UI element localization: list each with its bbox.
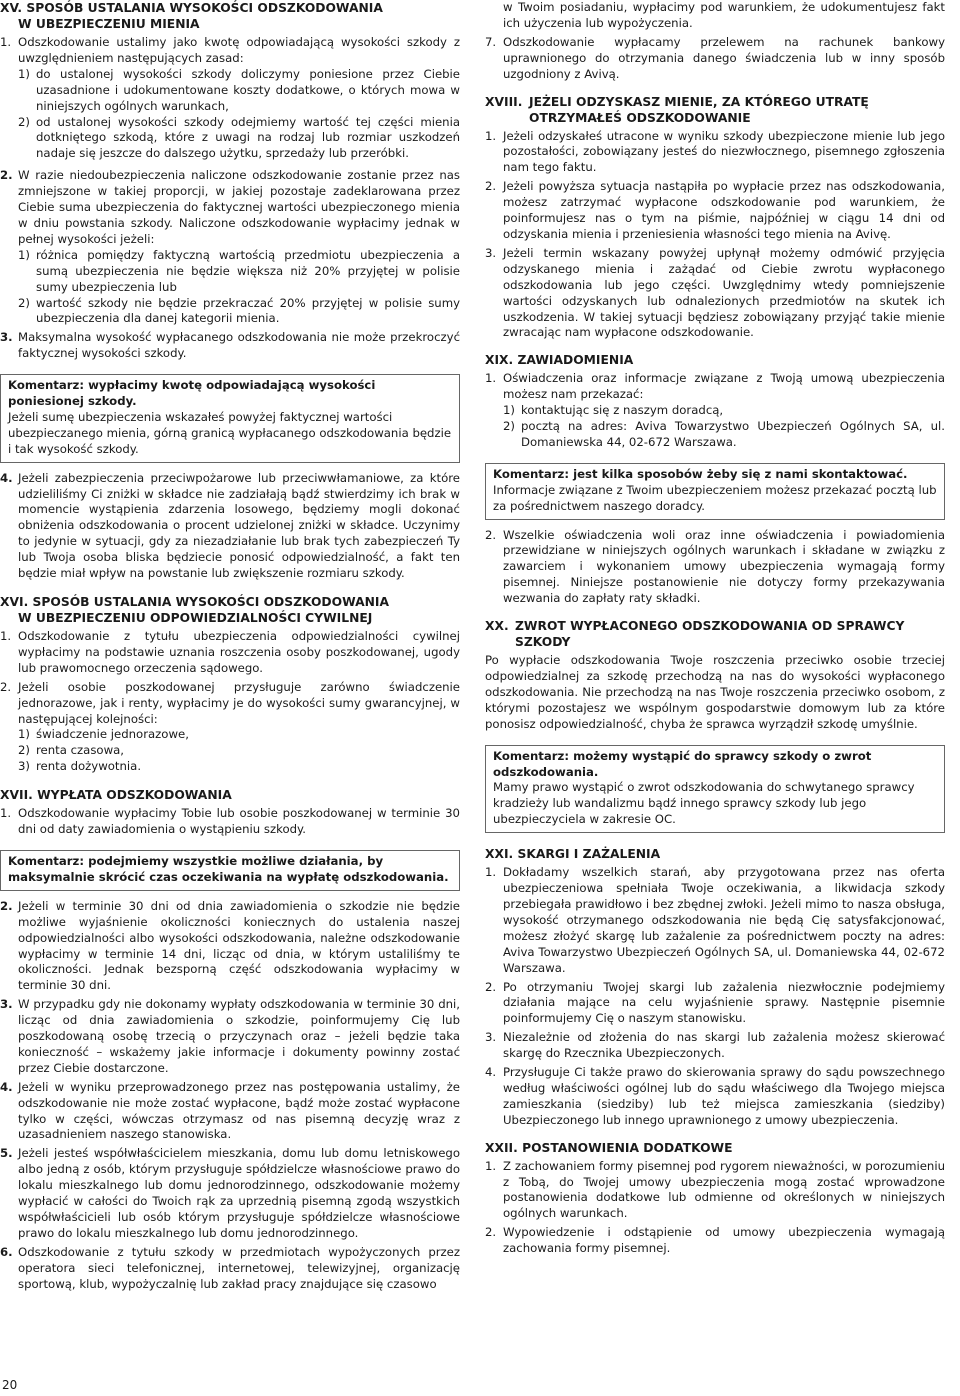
- comment-text: Jeżeli sumę ubezpieczenia wskazałeś powyżej faktycznej wartości ubezpieczanego mienia, górną granicą wypłacanego odszkodowania będzie i tak wysokość szkody.: [8, 409, 452, 456]
- paragraph-text: Odszkodowanie z tytułu szkody w przedmiotach wypożyczonych przez operatora sieci telefonicznej, internetowej, telewizyjnej, organizację sportową, klub, wypożyczalnię lub zakład pracy znajdujące się czasowo: [18, 1244, 460, 1291]
- paragraph: [485, 129, 945, 177]
- section-xix-title: [485, 352, 945, 368]
- paragraph-text: w Twoim posiadaniu, wypłacimy pod warunkiem, że udokumentujesz fakt ich użyczenia lub wypożyczenia.: [503, 0, 945, 30]
- list-number: 3): [18, 759, 30, 774]
- paragraph: [485, 1030, 945, 1062]
- paragraph: [485, 653, 945, 733]
- section-xx-title: [485, 618, 945, 650]
- paragraph: [485, 371, 945, 403]
- paragraph-number: 4.: [0, 1079, 13, 1094]
- comment-box: [485, 745, 945, 834]
- list-text: pocztą na adres: Aviva Towarzystwo Ubezpieczeń Ogólnych SA, ul. Domaniewska 44, 02-672 Warszawa.: [521, 419, 945, 449]
- paragraph-text: Przysługuje Ci także prawo do skierowania sprawy do sądu powszechnego według właściwości ogólnej lub do sądu właściwego dla Twojego miejsca zamieszkania (siedziby) lub też miejsca zamieszkania (siedziby) Ubezpieczonego lub innego uprawnionego z umowy ubezpieczenia.: [503, 1065, 945, 1127]
- left-column: [0, 0, 460, 1293]
- comment-box: [0, 850, 460, 891]
- list-text: różnica pomiędzy faktyczną wartością przedmiotu ubezpieczenia a sumą ubezpieczenia nie będzie większa niż 20% przyjętej w polisie sumy ubezpieczenia lub: [36, 247, 460, 294]
- comment-box: [0, 374, 460, 463]
- list-text: renta dożywotnia.: [36, 759, 142, 774]
- list-text: wartość szkody nie będzie przekraczać 20% przyjętej w polisie sumy ubezpieczenia dla danej kategorii mienia.: [36, 295, 460, 326]
- list-text: renta czasowa,: [36, 743, 125, 758]
- paragraph-text: Jeżeli w terminie 30 dni od dnia zawiadomienia o szkodzie nie będzie możliwe wyjaśnienie okoliczności koniecznych do ustalenia naszej odpowiedzialności albo wysokości odszkodowania, należne odszkodowanie wypłacimy w terminie 14 dni, licząc od dnia, w którym ustaliliśmy te okoliczności. Jednak bezsporną część odszkodowania wypłacimy w terminie 30 dni.: [18, 898, 460, 993]
- list-number: 1): [18, 66, 30, 81]
- list-item: [0, 727, 460, 743]
- paragraph-text: Jeżeli w wyniku przeprowadzonego przez nas postępowania ustalimy, że odszkodowanie nie może zostać wypłacone, bądź może zostać wypłacone tylko w części, wówczas otrzymasz od nas pisemną decyzję wraz z uzasadnieniem naszego stanowiska.: [18, 1079, 460, 1142]
- paragraph: [0, 330, 460, 362]
- comment-text: Informacje związane z Twoim ubezpieczeniem możesz przekazać pocztą lub za pośrednictwem naszego doradcy.: [493, 482, 937, 513]
- comment-box: [485, 463, 945, 520]
- section-title-line: W UBEZPIECZENIU ODPOWIEDZIALNOŚCI CYWILNEJ: [18, 611, 373, 625]
- section-title-line: XIX. ZAWIADOMIENIA: [485, 353, 634, 368]
- paragraph-text: Dokładamy wszelkich starań, aby przygotowana przez nas oferta ubezpieczeniowa spełniała Twoje oczekiwania, a likwidacja szkody przebiegała prawidłowo i bez zbędnej zwłoki. Jeżeli mimo to nasza obsługa, wysokość otrzymanego odszkodowania nie będą Cię satysfakcjonować, możesz złożyć skargę lub zażalenie za pośrednictwem poczty na adres: Aviva Towarzystwo Ubezpieczeń Ogólnych SA, ul. Domaniewska 44, 02-672 Warszawa.: [503, 865, 945, 975]
- paragraph-text: Jeżeli odzyskałeś utracone w wyniku szkody ubezpieczone mienie lub jego pozostałości, zobowiązany jesteś do niezwłocznego, pisemnego zgłoszenia nam tego faktu.: [503, 128, 945, 175]
- paragraph: [485, 246, 945, 341]
- right-column: [485, 0, 945, 1257]
- paragraph: [0, 899, 460, 994]
- section-title-line: XXII. POSTANOWIENIA DODATKOWE: [485, 1140, 733, 1155]
- paragraph-number: 1.: [485, 1158, 497, 1173]
- paragraph-number: 2.: [485, 1225, 497, 1240]
- paragraph-number: 2.: [0, 898, 13, 913]
- paragraph: [485, 179, 945, 243]
- paragraph-number: 2.: [0, 168, 13, 183]
- paragraph: [0, 1080, 460, 1144]
- paragraph-number: 2.: [485, 179, 497, 194]
- list-text: od ustalonej wysokości szkody odejmiemy wartość tej części mienia dotkniętego szkodą, które z uwagi na rodzaj lub rozmiar uszkodzeń nadaje się jeszcze do dalszego użytku, sprzedaży lub przeróbki.: [36, 114, 460, 161]
- paragraph-text: Odszkodowanie ustalimy jako kwotę odpowiadającą wysokości szkody z uwzględnieniem następujących zasad:: [18, 35, 460, 65]
- paragraph-continuation: [485, 0, 945, 32]
- section-title-line: XV. SPOSÓB USTALANIA WYSOKOŚCI ODSZKODOWANIA: [0, 1, 383, 15]
- list-number: 2): [18, 295, 30, 310]
- paragraph: [485, 528, 945, 608]
- paragraph-number: 3.: [0, 997, 13, 1012]
- paragraph-number: 3.: [485, 245, 497, 260]
- paragraph: [0, 806, 460, 838]
- list-item: [0, 67, 460, 115]
- paragraph-text: Jeżeli powyższa sytuacja nastąpiła po wypłacie przez nas odszkodowania, możesz zatrzymać wypłacone odszkodowanie pod warunkiem, że poinformujesz nas o tym na piśmie, najpóźniej w ciągu 14 dni od odzyskania mienia i przeniesienia własności tego mienia na Avivę.: [503, 179, 945, 241]
- paragraph-text: Jeżeli osobie poszkodowanej przysługuje zarówno świadczenie jednorazowe, jak i renty, wypłacimy je do wysokości sumy gwarancyjnej, w następującej kolejności:: [18, 679, 460, 726]
- list-number: 1): [18, 247, 30, 262]
- paragraph: [485, 35, 945, 83]
- paragraph-number: 6.: [0, 1244, 13, 1259]
- list-number: 2): [18, 743, 30, 758]
- section-xxi-title: [485, 846, 945, 862]
- paragraph: [0, 629, 460, 677]
- paragraph-number: 4.: [0, 470, 13, 485]
- paragraph-text: Maksymalna wysokość wypłacanego odszkodowania nie może przekroczyć faktycznej wysokości szkody.: [18, 330, 460, 361]
- comment-heading: Komentarz: możemy wystąpić do sprawcy szkody o zwrot odszkodowania.: [493, 748, 872, 779]
- comment-heading: Komentarz: jest kilka sposobów żeby się z nami skontaktować.: [493, 466, 908, 481]
- paragraph-number: 3.: [0, 330, 13, 345]
- paragraph-number: 4.: [485, 1065, 497, 1080]
- list-text: świadczenie jednorazowe,: [36, 727, 189, 742]
- section-xvi-title: [0, 594, 460, 626]
- section-xxii-title: [485, 1140, 945, 1156]
- section-title-line: XVII. WYPŁATA ODSZKODOWANIA: [0, 788, 232, 803]
- paragraph-text: Wypowiedzenie i odstąpienie od umowy ubezpieczenia wymagają zachowania formy pisemnej.: [503, 1225, 945, 1256]
- paragraph: [0, 680, 460, 728]
- paragraph: [0, 35, 460, 67]
- paragraph-text: Oświadczenia oraz informacje związane z Twoją umową ubezpieczenia możesz nam przekazać:: [503, 371, 945, 402]
- paragraph-number: 1.: [0, 35, 12, 49]
- list-item: [0, 759, 460, 775]
- list-item: [0, 743, 460, 759]
- paragraph-number: 2.: [0, 679, 12, 694]
- section-title-line: W UBEZPIECZENIU MIENIA: [18, 17, 200, 31]
- paragraph: [485, 1065, 945, 1129]
- paragraph: [485, 1225, 945, 1257]
- list-item: [0, 248, 460, 296]
- paragraph-number: 2.: [485, 527, 497, 542]
- paragraph: [0, 1245, 460, 1293]
- paragraph-text: Jeżeli zabezpieczenia przeciwpożarowe lub przeciwwłamaniowe, za które udzieliliśmy Ci zniżki w składce nie zadziałają bądź stwierdzimy ich brak w momencie wystąpienia zdarzenia losowego, będziemy mogli dokonać obniżenia odszkodowania o procent udzielonej zniżki w składce. Uczynimy to jedynie w sytuacji, gdy za niezadziałanie lub brak tych zabezpieczeń Ty lub Twoja osoba bliska będziecie ponosić odpowiedzialność, a fakt ten będzie miał wpływ na powstanie lub zwiększenie rozmiaru szkody.: [18, 470, 460, 581]
- list-item: [485, 403, 945, 419]
- section-title-line: JEŻELI ODZYSKASZ MIENIE, ZA KTÓREGO UTRATĘ OTRZYMAŁEŚ ODSZKODOWANIE: [529, 94, 869, 125]
- list-item: [485, 419, 945, 451]
- list-number: 2): [18, 114, 30, 129]
- paragraph-text: Z zachowaniem formy pisemnej pod rygorem nieważności, w porozumieniu z Tobą, do Twojej umowy ubezpieczenia mogą zostać wprowadzone postanowienia dodatkowe lub odmienne od określonych w niniejszych ogólnych warunkach.: [503, 1158, 945, 1221]
- paragraph-number: 2.: [485, 979, 497, 994]
- paragraph-number: 1.: [485, 128, 497, 143]
- paragraph: [0, 168, 460, 248]
- paragraph-text: Po otrzymaniu Twojej skargi lub zażalenia niezwłocznie podejmiemy działania mające na celu wyjaśnienie sprawy. Następnie pisemnie poinformujemy Cię o naszym stanowisku.: [503, 979, 945, 1026]
- paragraph-number: 1.: [0, 806, 12, 821]
- list-text: kontaktując się z naszym doradcą,: [521, 403, 724, 418]
- section-title-line: ZWROT WYPŁACONEGO ODSZKODOWANIA OD SPRAWCY SZKODY: [515, 619, 905, 650]
- comment-heading: Komentarz: wypłacimy kwotę odpowiadającą wysokości poniesionej szkody.: [8, 378, 376, 409]
- list-item: [0, 115, 460, 163]
- list-text: do ustalonej wysokości szkody doliczymy poniesione przez Ciebie uzasadnione i udokumentowane koszty dodatkowe, o których mowa w niniejszych ogólnych warunkach,: [36, 66, 460, 113]
- list-item: [0, 296, 460, 328]
- list-number: 1): [503, 403, 515, 418]
- comment-text: Mamy prawo wystąpić o zwrot odszkodowania do schwytanego sprawcy kradzieży lub wandalizmu bądź innego sprawcy szkody lub jego ubezpieczyciela w zakresie OC.: [493, 780, 915, 827]
- comment-heading: Komentarz: podejmiemy wszystkie możliwe działania, by maksymalnie skrócić czas oczekiwania na wypłatę odszkodowania.: [8, 853, 449, 884]
- paragraph-text: Wszelkie oświadczenia woli oraz inne oświadczenia i powiadomienia przewidziane w niniejszych ogólnych warunkach i składane w związku z zawarciem i wykonaniem umowy ubezpieczenia wymagają formy pisemnej. Niniejsze postanowienie nie dotyczy formy przekazywania wezwania do zapłaty raty składki.: [503, 527, 945, 606]
- list-number: 2): [503, 419, 515, 434]
- paragraph-number: 1.: [0, 629, 12, 643]
- paragraph-text: Niezależnie od złożenia do nas skargi lub zażalenia możesz skierować skargę do Rzecznika Ubezpieczonych.: [503, 1030, 945, 1061]
- paragraph-text: Jeżeli termin wskazany powyżej upłynął możemy odmówić przyjęcia odzyskanego mienia i zażądać od Ciebie zwrotu wypłaconego odszkodowania lub jego części. Uwzględnimy wtedy pomniejszenie wartości odzyskanych lub odnalezionych przedmiotów na skutek ich uszkodzenia. W takiej sytuacji będziesz zobowiązany przyjąć takie mienie zwracając nam wypłacone odszkodowanie.: [503, 245, 945, 340]
- paragraph: [485, 980, 945, 1028]
- section-title-line: XVI. SPOSÓB USTALANIA WYSOKOŚCI ODSZKODOWANIA: [0, 595, 390, 609]
- paragraph-number: 3.: [485, 1030, 497, 1045]
- paragraph-number: 5.: [0, 1146, 13, 1161]
- paragraph-text: Odszkodowanie z tytułu ubezpieczenia odpowiedzialności cywilnej wypłacimy na podstawie uznania roszczenia osoby poszkodowanej, ugody lub prawomocnego orzeczenia sądowego.: [18, 629, 460, 675]
- paragraph-number: 1.: [485, 371, 497, 386]
- paragraph-text: Odszkodowanie wypłacimy Tobie lub osobie poszkodowanej w terminie 30 dni od daty zawiadomienia o wystąpieniu szkody.: [18, 806, 460, 837]
- paragraph-text: Odszkodowanie wypłacamy przelewem na rachunek bankowy uprawnionego do otrzymania danego świadczenia lub w inny sposób uzgodniony z Avivą.: [503, 34, 945, 81]
- section-xviii-title: [485, 94, 945, 126]
- paragraph: [485, 865, 945, 976]
- section-number: XVIII.: [485, 94, 523, 109]
- paragraph-text: Po wypłacie odszkodowania Twoje roszczenia przeciwko osobie trzeciej odpowiedzialnej za szkodę przechodzą na nas do wysokości wypłaconego odszkodowania. Nie przechodzą na nas Twoje roszczenia przeciwko osobom, z którymi pozostajesz we wspólnym gospodarstwie domowym lub za które ponosisz odpowiedzialność, chyba że sprawca wyrządził szkodę umyślnie.: [485, 653, 945, 731]
- paragraph-text: W przypadku gdy nie dokonamy wypłaty odszkodowania w terminie 30 dni, licząc od dnia zawiadomienia o szkodzie, poinformujemy Cię lub poszkodowaną osobę trzecią o przyczynach oraz – jeżeli będzie taka konieczność – wskażemy jakie informacje i dokumenty powinny zostać przez Ciebie dostarczone.: [18, 997, 460, 1075]
- section-title-line: XXI. SKARGI I ZAŻALENIA: [485, 847, 661, 862]
- paragraph-number: 7.: [485, 34, 497, 49]
- paragraph: [0, 997, 460, 1077]
- paragraph: [0, 1146, 460, 1241]
- paragraph-number: 1.: [485, 865, 497, 880]
- paragraph: [485, 1159, 945, 1223]
- section-number: XX.: [485, 619, 509, 634]
- page-number: 20: [2, 1378, 18, 1392]
- paragraph: [0, 471, 460, 582]
- section-xvii-title: [0, 787, 460, 803]
- paragraph-text: W razie niedoubezpieczenia naliczone odszkodowanie zostanie przez nas zmniejszone w takiej proporcji, w jakiej pozostaje zadeklarowana przez Ciebie suma ubezpieczenia do faktycznej wartości ubezpieczonego mienia w dniu powstania szkody. Naliczone odszkodowanie wypłacimy jednak w pełnej wysokości jeżeli:: [18, 168, 460, 246]
- paragraph-text: Jeżeli jesteś współwłaścicielem mieszkania, domu lub domu letniskowego albo jedną z osób, którym przysługuje spółdzielcze własnościowe prawo do lokalu mieszkalnego lub domu jednorodzinnego, odszkodowanie możemy wypłacić w całości do Twoich rąk za uprzednią pisemną zgodą wszystkich współwłaścicieli lub osób którym przysługuje spółdzielcze własnościowe prawo do lokalu mieszkalnego lub domu jednorodzinnego.: [18, 1146, 460, 1240]
- list-number: 1): [18, 727, 30, 742]
- section-xv-title: [0, 0, 460, 32]
